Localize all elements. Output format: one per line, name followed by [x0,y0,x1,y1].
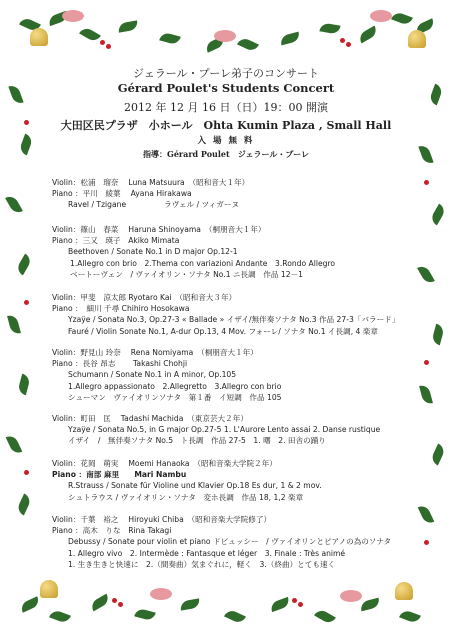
performance-7 [52,514,422,570]
performer-violin: Violin：甲斐 涼太郎 Ryotaro Kai （昭和音大３年） [52,293,237,302]
performance-6 [52,458,422,503]
program-movements: 1. Allegro vivo 2. Intermède : Fantasque et léger 3. Finale : Très animé [68,548,346,558]
performer-piano: Piano ：長谷 昂志 Takashi Chohji [52,359,188,369]
program-movements: 1.Allegro appassionato 2.Allegretto 3.Allegro con brio [68,381,282,391]
program-movements: 1.Allegro con brio 2.Thema con variazioni Andante 3.Rondo Allegro [70,258,336,268]
concert-venue: 大田区民プラザ 小ホール Ohta Kumin Plaza , Small Hall [60,119,392,132]
performer-violin: Violin：千葉 裕之 Hiroyuki Chiba （昭和音楽大学院修了） [52,515,272,524]
program-piece: Fauré / Violin Sonate No.1, A-dur Op.13, 4 Mov. フォーレ/ ソナタ No.1 イ長調, 4 楽章 [68,326,378,336]
director-line: 指導：Gérard Poulet ジェラール・プーレ [143,149,309,159]
performer-piano: Piano ：南部 麻里 Mari Nambu [52,470,187,480]
performance-5 [52,413,422,447]
program-piece: Yzaÿe / Sonata No.5, in G major Op.27-5 1. L'Aurore Lento assai 2. Danse rustique [68,425,381,435]
program-piece-jp: ベートーヴェン / ヴァイオリン・ソナタ No.1 ニ長調 作品 12－1 [70,269,303,279]
performer-violin: Violin：松浦 瑠奈 Luna Matsuura （昭和音大１年） [52,178,250,187]
performer-violin: Violin：篠山 春菜 Haruna Shinoyama （桐朋音大１年） [52,225,266,234]
jp-concert-title: ジェラール・プーレ弟子のコンサート [132,67,319,80]
program-piece: Yzaÿe / Sonata No.3, Op.27-3 « Ballade » イザイ/無伴奏ソナタ No.3 作品 27-3「バラード」 [68,315,400,325]
performance-4 [52,347,422,403]
concert-datetime: 2012 年 12 月 16 日（日）19：00 開演 [124,101,328,114]
program-piece: Debussy / Sonate pour violin et piano ドビュッシー / ヴァイオリンとピアノの為のソナタ [68,537,392,547]
admission-free: 入 場 無 料 [197,136,255,146]
performer-violin: Violin：野見山 玲奈 Rena Nomiyama （桐朋音大１年） [52,348,258,357]
program-movements-jp: 1. 生き生きと快速に 2.（間奏曲）気まぐれに，軽く 3.（終曲）とても速く [68,559,336,569]
en-concert-title: Gérard Poulet's Students Concert [117,81,335,95]
program-piece: Ravel / Tzigane ラヴェル / ツィガーヌ [68,200,240,210]
program-piece: Schumann / Sonate No.1 in A minor, Op.105 [68,370,237,380]
performer-violin: Violin：町田 匡 Tadashi Machida （東京芸大２年） [52,414,248,423]
performer-piano: Piano ：高木 りな Rina Takagi [52,526,172,536]
program-piece: Beethoven / Sonate No.1 in D major Op.12-1 [68,247,238,257]
program-piece-jp: イザイ / 無伴奏ソナタ No.5 ト長調 作品 27-5 1. 曙 2. 田舎の踊り [68,436,326,446]
performance-3 [52,292,422,337]
program-piece: R.Strauss / Sonate für Violine und Klavier Op.18 Es dur, 1 & 2 mov. [68,481,322,491]
performer-piano: Piano ： 細川 千尋 Chihiro Hosokawa [52,304,190,314]
program-piece-jp: シューマン ヴァイオリンソナタ 第１番 イ短調 作品 105 [68,392,282,402]
performer-violin: Violin：花岡 萌実 Moemi Hanaoka （昭和音楽大学院２年） [52,459,277,468]
performer-piano: Piano ：平川 綾葉 Ayana Hirakawa [52,189,192,199]
performer-piano: Piano ：三又 瑛子 Akiko Mimata [52,236,180,246]
program-piece-jp: シュトラウス / ヴァイオリン・ソナタ 変ホ長調 作品 18, 1,2 楽章 [68,492,304,502]
performance-2 [52,224,422,280]
performance-1 [52,177,422,211]
